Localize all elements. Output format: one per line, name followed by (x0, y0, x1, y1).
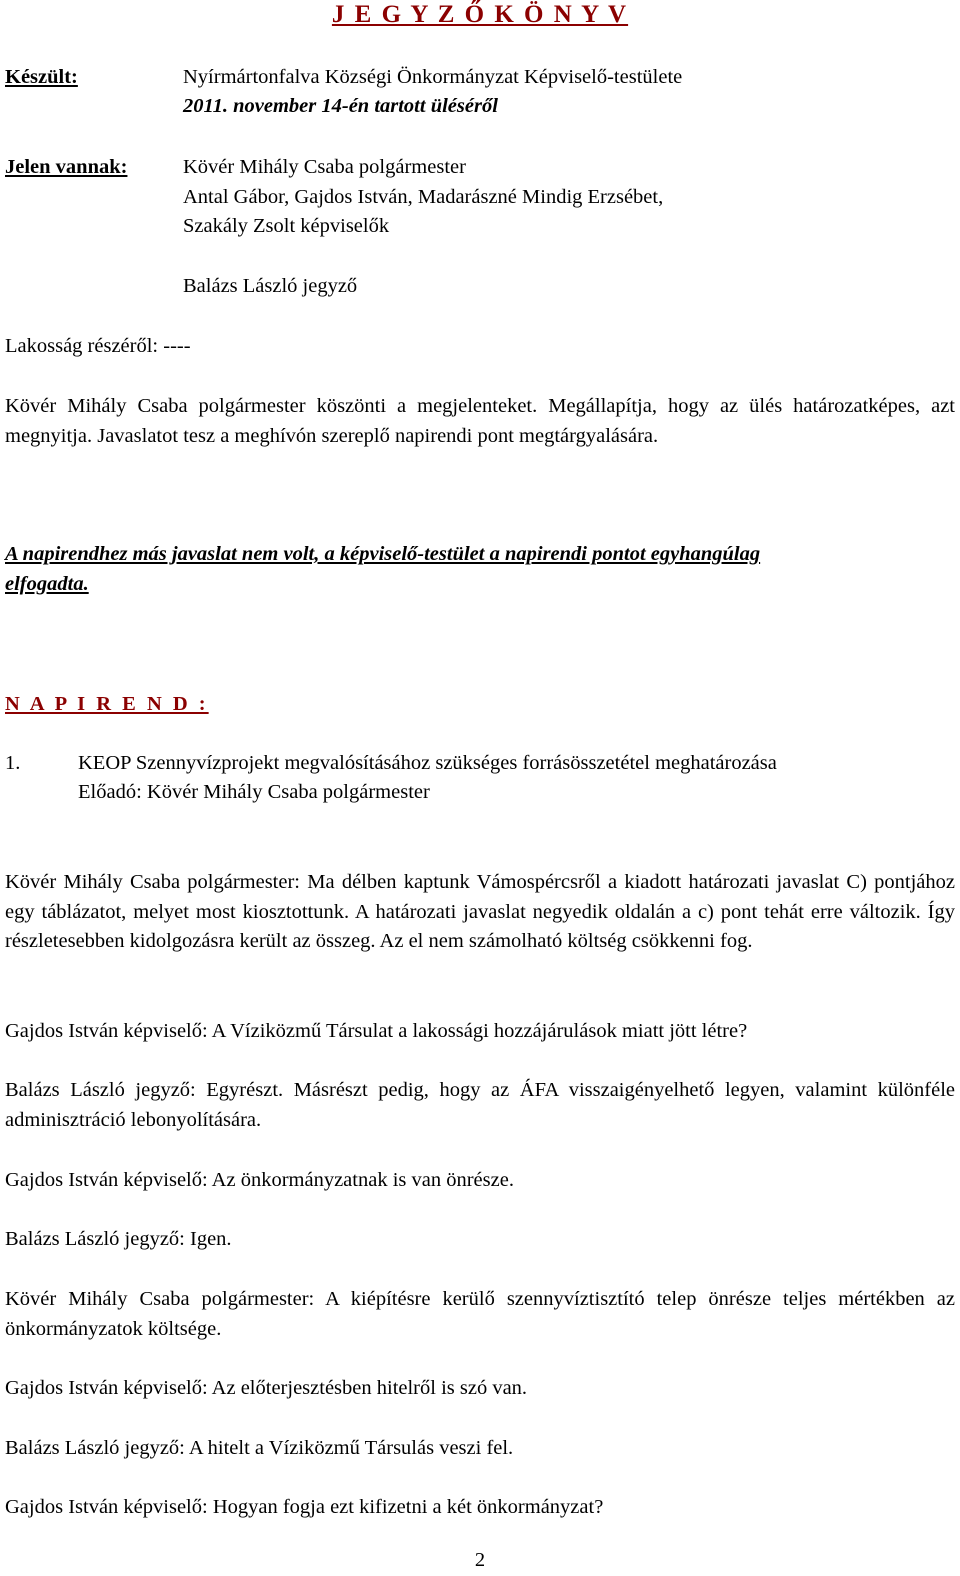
keszult-line-1: Nyírmártonfalva Községi Önkormányzat Képviselő-testülete (183, 66, 683, 88)
dialogue-paragraph: Kövér Mihály Csaba polgármester: A kiépítésre kerülő szennyvíztisztító telep önrésze teljes mértékben az önkormányzatok költsége. (5, 1288, 955, 1340)
document-title: J E G Y Z Ő K Ö N Y V (331, 1, 629, 28)
jegyzo-line: Balázs László jegyző (183, 275, 358, 297)
keszult-line-2: 2011. november 14-én tartott üléséről (183, 95, 498, 117)
lakossag-line: Lakosság részéről: ---- (5, 335, 191, 357)
jelen-line-3: Szakály Zsolt képviselők (183, 215, 390, 237)
intro-paragraph: Kövér Mihály Csaba polgármester köszönti a megjelenteket. Megállapítja, hogy az ülés határozatképes, azt megnyitja. Javaslatot tesz a meghívón szereplő napirendi pont megtárgyalására. (5, 395, 955, 447)
dialogue-paragraph: Gajdos István képviselő: Az előterjesztésben hitelről is szó van. (5, 1377, 528, 1399)
dialogue-paragraph: Gajdos István képviselő: Hogyan fogja ezt kifizetni a két önkormányzat? (5, 1496, 604, 1518)
napirend-heading: N A P I R E N D : (5, 693, 209, 715)
agenda-item-text: KEOP Szennyvízprojekt megvalósításához szükséges forrásösszetétel meghatározása (78, 752, 777, 774)
agenda-item-presenter: Előadó: Kövér Mihály Csaba polgármester (78, 781, 430, 803)
dialogue-paragraph: Gajdos István képviselő: Az önkormányzatnak is van önrésze. (5, 1169, 514, 1191)
decision-paragraph: A napirendhez más javaslat nem volt, a képviselő-testület a napirendi pontot egyhangúlag elfogadta. (5, 543, 761, 595)
page-number: 2 (474, 1549, 486, 1571)
dialogue-paragraph: Kövér Mihály Csaba polgármester: Ma délben kaptunk Vámospércsről a kiadott határozati javaslat C) pontjához egy táblázatot, melyet most kiosztottunk. A határozati javaslat negyedik oldalán a c) pont tehát erre változik. Így részletesebben kidolgozásra került az összeg. Az el nem számolható költség csökkenni fog. (5, 871, 955, 952)
keszult-label: Készült: (5, 66, 78, 88)
dialogue-paragraph: Balázs László jegyző: Egyrészt. Másrészt pedig, hogy az ÁFA visszaigényelhető legyen, valamint különféle adminisztráció lebonyolítására. (5, 1079, 955, 1131)
dialogue-paragraph: Gajdos István képviselő: A Víziközmű Társulat a lakossági hozzájárulások miatt jött létre? (5, 1020, 748, 1042)
jelen-line-1: Kövér Mihály Csaba polgármester (183, 156, 466, 178)
jelen-label: Jelen vannak: (5, 156, 128, 178)
jelen-line-2: Antal Gábor, Gajdos István, Madarászné Mindig Erzsébet, (183, 186, 664, 208)
dialogue-paragraph: Balázs László jegyző: A hitelt a Víziközmű Társulás veszi fel. (5, 1437, 514, 1459)
agenda-item-number: 1. (5, 752, 21, 774)
dialogue-paragraph: Balázs László jegyző: Igen. (5, 1228, 232, 1250)
